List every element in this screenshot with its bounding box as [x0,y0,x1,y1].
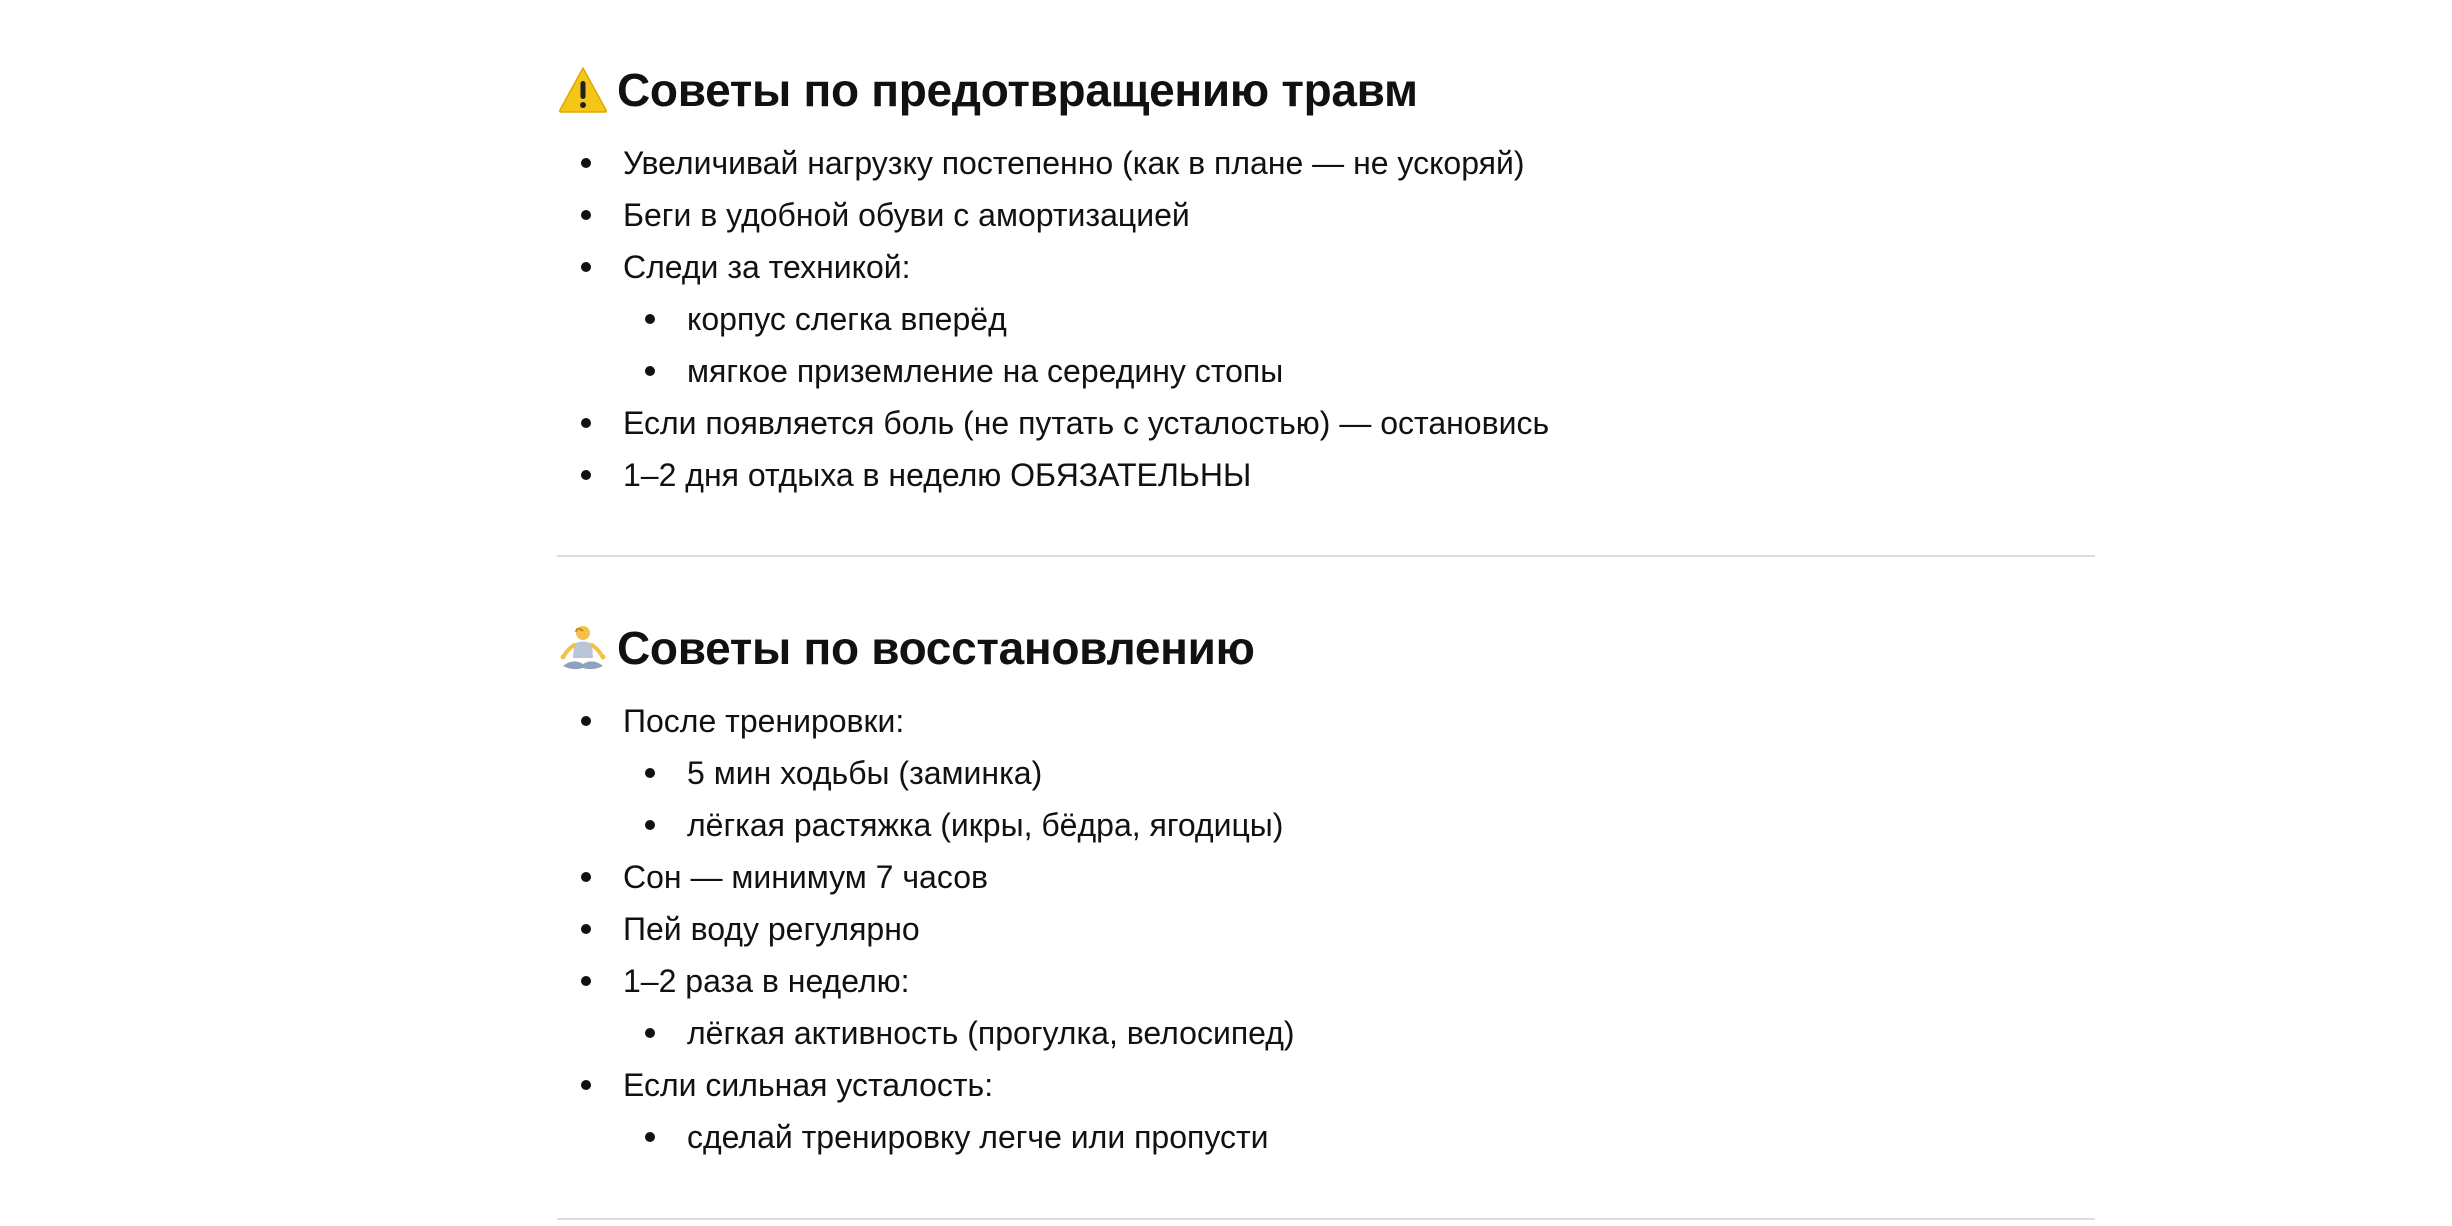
sub-list-item-text: корпус слегка вперёд [687,301,1007,337]
bullet-icon [581,418,591,428]
list-item [557,137,2095,189]
section-divider [557,555,2095,557]
list-item [557,903,2095,955]
list-item [557,695,2095,851]
sub-list-item [623,1007,2095,1059]
list-item-text: Сон — минимум 7 часов [623,859,988,895]
list-item [557,1059,2095,1163]
list-item-text: Следи за техникой: [623,249,911,285]
list-item-text: Беги в удобной обуви с амортизацией [623,197,1190,233]
section-title: Советы по восстановлению [617,622,1255,674]
section-recovery [557,612,2095,1163]
warning-icon [557,64,609,116]
bullet-icon [581,158,591,168]
list-item-text: 1–2 дня отдыха в неделю ОБЯЗАТЕЛЬНЫ [623,457,1252,493]
tips-list [557,695,2095,1163]
list-item [557,189,2095,241]
sub-list-item-text: мягкое приземление на середину стопы [687,353,1284,389]
list-item [557,241,2095,397]
bullet-icon [581,210,591,220]
bullet-icon [645,820,655,830]
sub-list [623,747,2095,851]
bullet-icon [645,1028,655,1038]
sub-list-item [623,799,2095,851]
bullet-icon [581,716,591,726]
sub-list-item-text: 5 мин ходьбы (заминка) [687,755,1043,791]
list-item-text: 1–2 раза в неделю: [623,963,910,999]
list-item-text: Увеличивай нагрузку постепенно (как в плане — не ускоряй) [623,145,1525,181]
bullet-icon [581,1080,591,1090]
bullet-icon [581,470,591,480]
list-item-text: После тренировки: [623,703,905,739]
section-heading [557,54,2095,126]
bullet-icon [645,768,655,778]
section-heading [557,612,2095,684]
list-item-text: Если сильная усталость: [623,1067,994,1103]
list-item [557,955,2095,1059]
section-divider [557,1218,2095,1220]
sub-list-item [623,345,2095,397]
sub-list-item-text: лёгкая растяжка (икры, бёдра, ягодицы) [687,807,1284,843]
bullet-icon [581,976,591,986]
sub-list-item-text: лёгкая активность (прогулка, велосипед) [687,1015,1295,1051]
sub-list-item-text: сделай тренировку легче или пропусти [687,1119,1269,1155]
list-item [557,851,2095,903]
section-title: Советы по предотвращению травм [617,64,1418,116]
bullet-icon [581,262,591,272]
list-item [557,449,2095,501]
sub-list [623,1111,2095,1163]
sub-list-item [623,747,2095,799]
sub-list [623,293,2095,397]
bullet-icon [645,366,655,376]
bullet-icon [645,1132,655,1142]
list-item-text: Пей воду регулярно [623,911,920,947]
meditation-icon [557,622,609,674]
bullet-icon [581,924,591,934]
bullet-icon [581,872,591,882]
section-injury-prevention [557,54,2095,501]
list-item [557,397,2095,449]
sub-list [623,1007,2095,1059]
sub-list-item [623,1111,2095,1163]
sub-list-item [623,293,2095,345]
tips-list [557,137,2095,501]
bullet-icon [645,314,655,324]
list-item-text: Если появляется боль (не путать с усталостью) — остановись [623,405,1550,441]
